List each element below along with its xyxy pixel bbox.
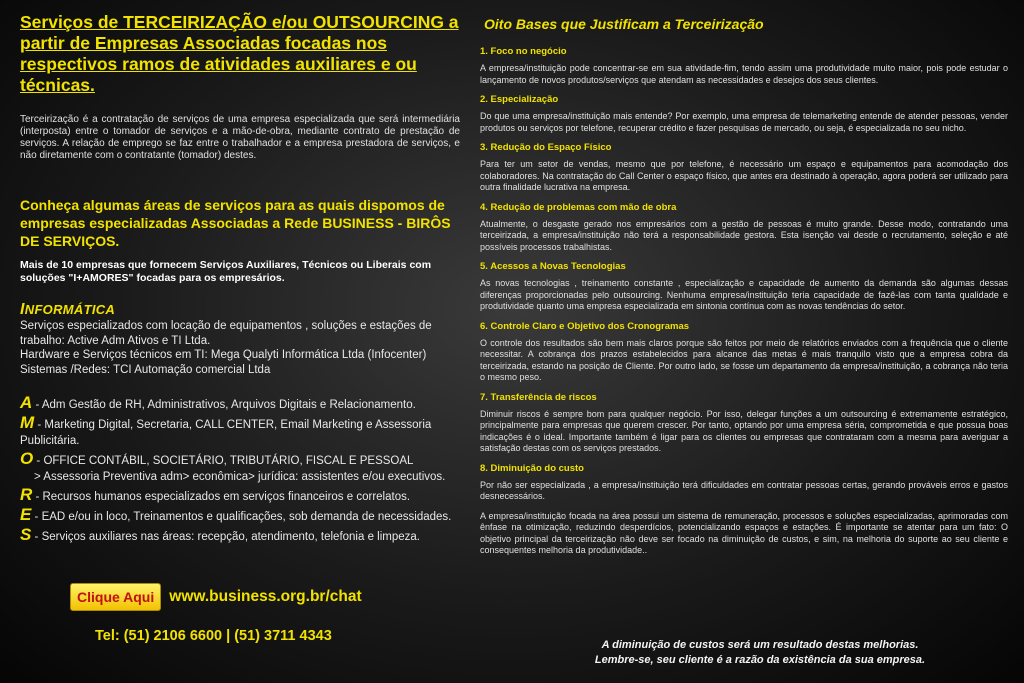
right-column <box>478 12 1008 565</box>
amores-item-e: E - EAD e/ou in loco, Treinamentos e qualificações, sob demanda de necessidades. <box>20 505 452 524</box>
closing-line: Lembre-se, seu cliente é a razão da existência da sua empresa. <box>594 654 926 666</box>
section-paragraph: As novas tecnologias , treinamento constante , especialização e capacidade de aumento da demanda são algumas dessas diferenças proporcionadas pelo outsourcing. Nenhuma empresa/instituição teria capacidade de fazê-las com tanta qualidade e produtividade quanto uma empresa especializada em sintonia contínua com as novas tendências do setor. <box>480 278 1008 311</box>
section-heading: 5. Acessos a Novas Tecnologias <box>480 261 626 272</box>
chat-link[interactable]: www.business.org.br/chat <box>169 588 362 605</box>
section-paragraph: Do que uma empresa/instituição mais entende? Por exemplo, uma empresa de telemarketing entende de atender pessoas, vender produtos ou serviços por telefone, recuperar crédito e fazer pesquisas de mercado, ou seja, é especializada no seu nicho. <box>480 111 1008 133</box>
section-paragraph: Diminuir riscos é sempre bom para qualquer negócio. Por isso, delegar funções a um outsourcing é extremamente estratégico, principalmente para empresas que querem crescer. Por tanto, optando por uma empresa séria, comprometida e que possua boas indicações é o ideal. Importante também é ligar para os clientes ou empresas que contrataram com a mesma para averiguar a satisfação destas com os serviços prestados. <box>480 408 1008 453</box>
section-paragraph: Por não ser especializada , a empresa/instituição terá dificuldades em contratar pessoas certas, gerando prováveis erros e gastos desnecessários. <box>480 479 1008 501</box>
areas-heading: Conheça algumas áreas de serviços para as quais dispomos de empresas especializadas Associadas a Rede BUSINESS - BIRÔS DE SERVIÇOS. <box>20 197 451 249</box>
bases-title: Oito Bases que Justificam a Terceirização <box>484 16 764 32</box>
section-paragraph: A empresa/instituição pode concentrar-se em sua atividade-fim, tendo assim uma produtividade muito maior, pois pode estudar o lançamento de novos produtos/serviços que atendam as necessidades e desejos dos seus clientes. <box>480 63 1008 85</box>
page-headline: Serviços de TERCEIRIZAÇÃO e/ou OUTSOURCING a partir de Empresas Associadas focadas nos respectivos ramos de atividades auxiliares e ou técnicas. <box>20 12 459 95</box>
section-paragraph: Para ter um setor de vendas, mesmo que por telefone, é necessário um espaço e equipamentos para acomodação dos colaboradores. Na contratação do Call Center o espaço físico, que antes era destinado à operação, agora poderá ser utilizado para outra finalidade lucrativa na empresa. <box>480 159 1008 192</box>
section-heading: 7. Transferência de riscos <box>480 391 597 403</box>
informatica-title: INFORMÁTICA <box>20 301 116 318</box>
section-paragraph: O controle dos resultados são bem mais claros porque são feitos por meio de relatórios enviados com a frequência que o cliente necessitar. A cobrança dos prazos estabelecidos para alcance das metas é mais tranquilo visto que a empresa cobra da terceirizada, estando na posição de Cliente. Por outro lado, se fosse um departamento da empresa/instituição, a cobrança não teria o mesmo peso. <box>480 337 1008 382</box>
closing-line: A diminuição de custos será um resultado destas melhorias. <box>601 639 919 651</box>
companies-note: Mais de 10 empresas que fornecem Serviços Auxiliares, Técnicos ou Liberais com soluções "I+AMORES" focadas para os empresários. <box>20 259 432 284</box>
amores-item-a: A - Adm Gestão de RH, Administrativos, Arquivos Digitais e Relacionamento. <box>20 393 416 412</box>
call-to-action <box>70 583 362 611</box>
amores-item-s: S - Serviços auxiliares nas áreas: recepção, atendimento, telefonia e limpeza. <box>20 525 420 544</box>
section-heading: 6. Controle Claro e Objetivo dos Cronogramas <box>480 320 690 332</box>
informatica-line: Sistemas /Redes: TCI Automação comercial Ltda <box>20 363 271 376</box>
left-column <box>20 12 460 547</box>
informatica-line: Hardware e Serviços técnicos em TI: Mega Qualyti Informática Ltda (Infocenter) <box>20 349 427 361</box>
phone-numbers: Tel: (51) 2106 6600 | (51) 3711 4343 <box>95 628 332 644</box>
section-heading: 3. Redução do Espaço Físico <box>480 142 612 153</box>
section-heading: 4. Redução de problemas com mão de obra <box>480 201 677 213</box>
amores-item-r: R - Recursos humanos especializados em serviços financeiros e correlatos. <box>20 485 411 504</box>
amores-item-o: O - OFFICE CONTÁBIL, SOCIETÁRIO, TRIBUTÁRIO, FISCAL E PESSOAL > Assessoria Preventiva adm> econômica> jurídica: assistentes e/ou executivos. <box>20 449 446 483</box>
click-here-button[interactable]: Clique Aqui <box>70 583 161 611</box>
amores-item-m: M - Marketing Digital, Secretaria, CALL CENTER, Email Marketing e Assessoria Publicitária. <box>20 413 432 447</box>
section-paragraph: Atualmente, o desgaste gerado nos empresários com a gestão de pessoas é muito grande. Desse modo, contratando uma terceirizada, a empresa/instituição não terá a responsabilidade gestora. Esta isenção vai desde o recrutamento, seleção e até possíveis processos trabalhistas. <box>480 218 1008 252</box>
intro-paragraph: Terceirização é a contratação de serviços de uma empresa especializada que será intermediária (interposta) entre o tomador de serviços e a mão-de-obra, mediante contrato de prestação de serviços. A relação de emprego se faz entre o trabalhador e a empresa prestadora de serviços, e não diretamente com o contratante (tomador) destes. <box>20 114 460 161</box>
section-paragraph: A empresa/instituição focada na área possui um sistema de remuneração, processos e soluções especializadas, aprimoradas com ênfase na otimização, reduzindo desperdícios, potencializando espaços e estações. É importante se atentar para um fato: O objetivo principal da terceirização não deve ser focado na diminuição de custos, e sim, na melhoria do suporte ao seu cliente e consequentes melhoria da produtividade.. <box>480 510 1008 555</box>
informatica-line: Serviços especializados com locação de equipamentos , soluções e estações de trabalho: Active Adm Ativos e TI Ltda. <box>20 320 432 347</box>
amores-list <box>20 395 460 545</box>
section-heading: 1. Foco no negócio <box>480 46 567 57</box>
section-heading: 8. Diminuição do custo <box>480 462 584 474</box>
section-heading: 2. Especialização <box>480 94 559 105</box>
closing-message <box>540 638 980 668</box>
